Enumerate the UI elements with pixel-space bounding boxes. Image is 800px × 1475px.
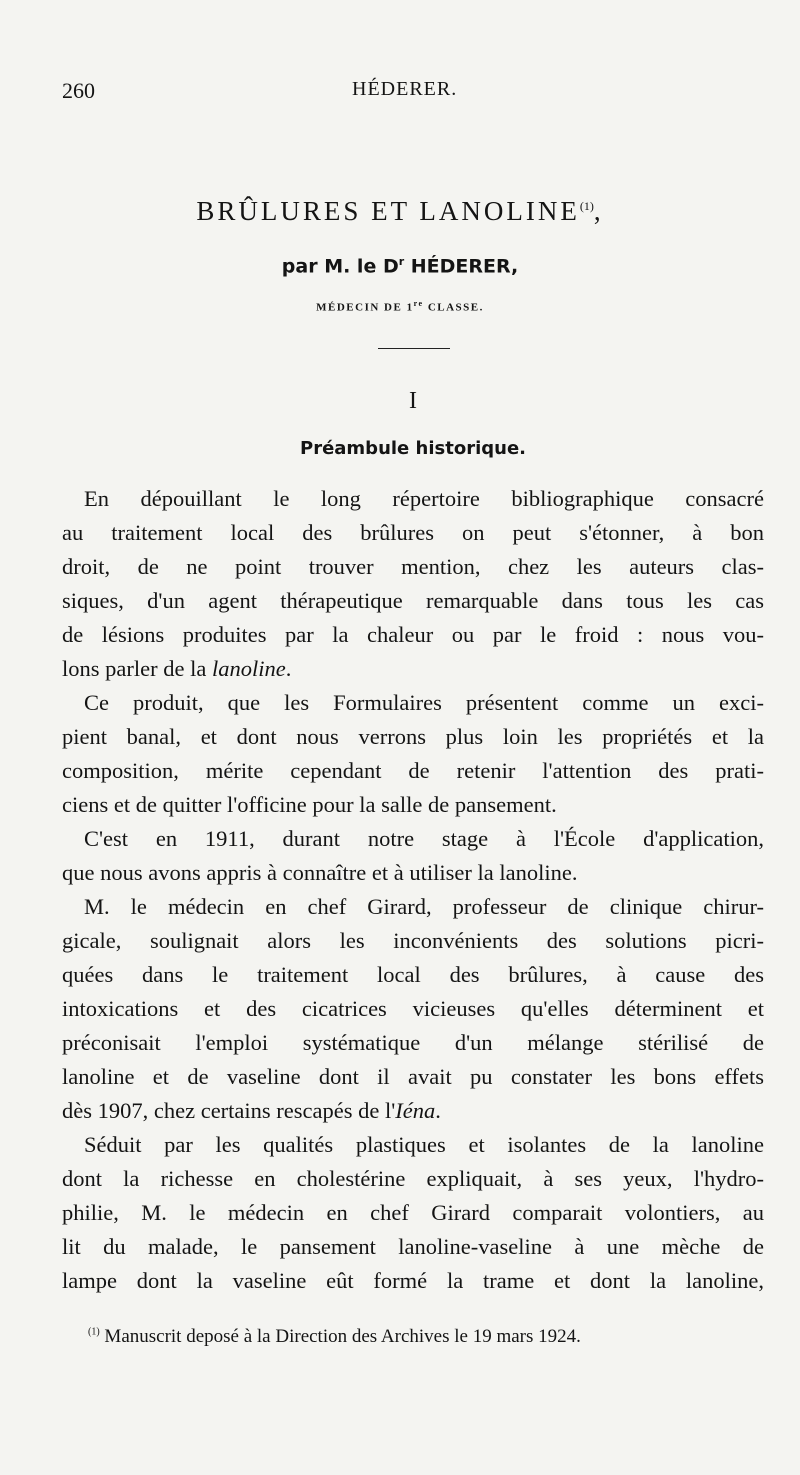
author-name: HÉDERER, — [404, 255, 519, 278]
rank-suffix: CLASSE. — [423, 301, 484, 314]
text-line: dont la richesse en cholestérine expliquait, à ses yeux, l'hydro- — [62, 1166, 764, 1191]
text-line: lanoline et de vaseline dont il avait pu constater les bons effets — [62, 1064, 764, 1089]
running-head — [62, 78, 752, 108]
author-prefix: par M. le D — [281, 255, 399, 278]
text-line — [62, 652, 764, 686]
text-line: droit, de ne point trouver mention, chez les auteurs clas- — [62, 554, 764, 579]
text-line: Ce produit, que les Formulaires présentent comme un exci- — [84, 690, 764, 715]
line-text: dès 1907, chez certains rescapés de l' — [62, 1098, 396, 1123]
text-line — [62, 1094, 764, 1128]
line-text: lons parler de la — [62, 656, 212, 681]
section-number: I — [409, 388, 417, 414]
text-line: intoxications et des cicatrices vicieuses qu'elles déterminent et — [62, 996, 764, 1021]
rank-prefix: MÉDECIN DE 1 — [316, 301, 414, 314]
text-line: lit du malade, le pansement lanoline-vaseline à une mèche de — [62, 1234, 764, 1259]
text-line: de lésions produites par la chaleur ou par le froid : nous vou- — [62, 622, 764, 647]
text-line: pient banal, et dont nous verrons plus loin les propriétés et la — [62, 724, 764, 749]
italic-term: lanoline — [211, 656, 286, 681]
text-line: ciens et de quitter l'officine pour la salle de pansement. — [62, 792, 557, 817]
footnote-marker: (1) — [88, 1326, 100, 1338]
text-line: gicale, soulignait alors les inconvénients des solutions picri- — [62, 928, 764, 953]
italic-term: Iéna — [395, 1098, 436, 1123]
text-line: composition, mérite cependant de retenir l'attention des prati- — [62, 758, 764, 783]
title-footnote-marker: (1) — [579, 199, 594, 213]
text-line: En dépouillant le long répertoire bibliographique consacré — [84, 486, 764, 511]
text-line: préconisait l'emploi systématique d'un mélange stérilisé de — [62, 1030, 764, 1055]
footnote-text: Manuscrit deposé à la Direction des Archives le 19 mars 1924. — [99, 1326, 581, 1347]
running-title: HÉDERER. — [352, 78, 458, 100]
article-title — [0, 196, 800, 227]
author-byline — [0, 255, 800, 277]
section-title: Préambule historique. — [300, 438, 526, 459]
title-comma: , — [593, 196, 604, 226]
line-text: . — [435, 1098, 441, 1123]
line-text: . — [285, 656, 292, 681]
author-title-sup: r — [398, 255, 405, 268]
text-line: C'est en 1911, durant notre stage à l'École d'application, — [84, 826, 764, 851]
text-line: philie, M. le médecin en chef Girard comparait volontiers, au — [62, 1200, 764, 1225]
author-rank — [0, 299, 800, 314]
text-line: au traitement local des brûlures on peut s'étonner, à bon — [62, 520, 764, 545]
body-text — [62, 482, 764, 1298]
text-line: siques, d'un agent thérapeutique remarquable dans tous les cas — [62, 588, 764, 613]
title-divider — [378, 348, 450, 349]
page-number: 260 — [62, 78, 95, 103]
text-line: M. le médecin en chef Girard, professeur de clinique chirur- — [84, 894, 764, 919]
article-title-text: BRÛLURES ET LANOLINE — [196, 196, 580, 226]
text-line: Séduit par les qualités plastiques et isolantes de la lanoline — [84, 1132, 764, 1157]
footnote — [88, 1326, 581, 1348]
text-line: quées dans le traitement local des brûlures, à cause des — [62, 962, 764, 987]
text-line: que nous avons appris à connaître et à utiliser la lanoline. — [62, 860, 578, 885]
text-line: lampe dont la vaseline eût formé la trame et dont la lanoline, — [62, 1268, 764, 1293]
rank-sup: re — [413, 299, 424, 308]
